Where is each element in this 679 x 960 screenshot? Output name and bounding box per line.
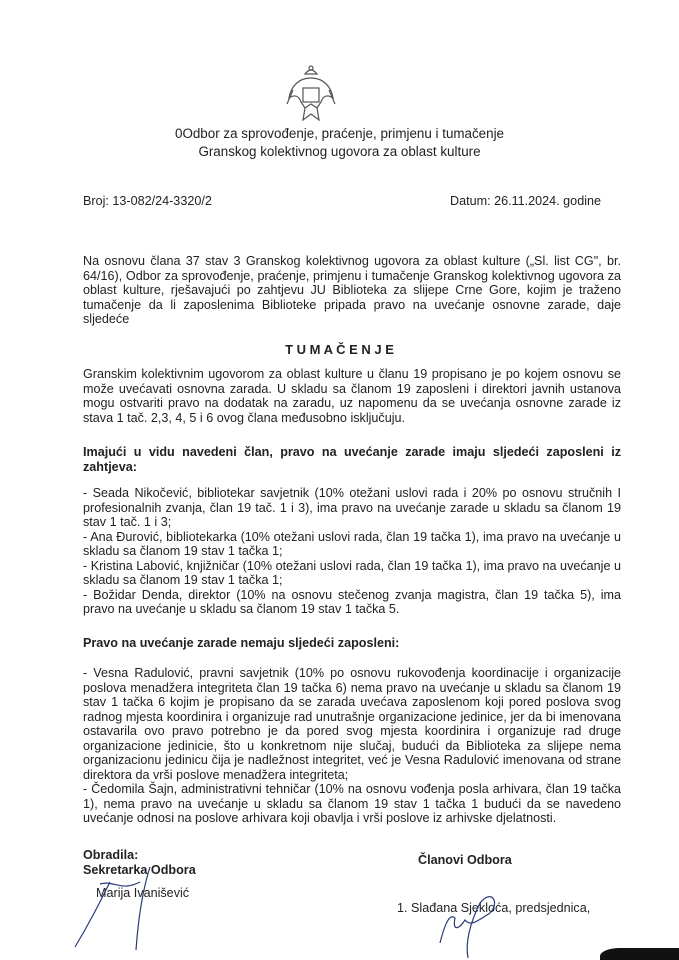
scan-edge-shadow — [600, 948, 679, 960]
list-item: - Božidar Denda, direktor (10% na osnovu stečenog zvanja magistra, član 19 tačka 5), ima pravo na uvećanje u skladu sa članom 19 stav 1 tačka 5. — [83, 587, 621, 616]
entitled-list — [83, 486, 621, 617]
signature-president — [420, 888, 530, 960]
list-item: - Kristina Labović, knjižničar (10% otežani uslovi rada, član 19 tačka 1), ima pravo na uvećanje u skladu sa članom 19 stav 1 tačka 1; — [83, 558, 621, 587]
not-entitled-heading: Pravo na uvećanje zarade nemaju sljedeći zaposleni: — [83, 636, 400, 650]
list-item: - Čedomila Šajn, administrativni tehničar (10% na osnovu vođenja posla arhivara, član 19 tačka 1), nema pravo na uvećanje u skladu sa članom 19 stav 1 tačka 1 budući da se navedeno uvećanje odnosi na poslove arhivara koji obavlja i vrši poslove iz arhivske djelatnosti. — [83, 782, 621, 825]
intro-paragraph: Na osnovu člana 37 stav 3 Granskog kolektivnog ugovora za oblast kulture („Sl. list CG", br. 64/16), Odbor za sprovođenje, praćenje, primjenu i tumačenje Granskog kolektivnog ugovora za oblast kulture, rješavajući po zahtjevu JU Biblioteka za slijepe Crne Gore, kojim je traženo tumačenje da li zaposlenima Biblioteke pripada pravo na uvećanje osnovne zarade, daje sljedeće — [83, 254, 621, 326]
committee-name-line2: Granskog kolektivnog ugovora za oblast kulture — [198, 144, 481, 159]
interpretation-paragraph: Granskim kolektivnim ugovorom za oblast kulture u članu 19 propisano je po kojem osnovu se može uvećavati osnovna zarada. U skladu sa članom 19 zaposleni i direktori javnih ustanova mogu ostvariti pravo na dodatak na zaradu, uz napomenu da se uvećanja osnovne zarade iz stava 1 tač. 2,3, 4, 5 i 6 ovog člana međusobno isključuju. — [83, 367, 621, 425]
entitled-heading: Imajući u vidu navedeni član, pravo na uvećanje zarade imaju sljedeći zaposleni iz zahtjeva: — [83, 445, 621, 474]
document-title: T U M A Č E N J E — [285, 342, 394, 357]
secretary-name: Marija Ivanišević — [96, 886, 190, 900]
committee-name-line1: 0Odbor za sprovođenje, praćenje, primjenu i tumačenje — [175, 126, 504, 141]
prepared-by-label: Obradila: — [83, 848, 139, 862]
list-item: - Ana Đurović, bibliotekarka (10% otežani uslovi rada, član 19 tačka 1), ima pravo na uvećanje u skladu sa članom 19 stav 1 tačka 1; — [83, 529, 621, 558]
list-item: - Vesna Radulović, pravni savjetnik (10% po osnovu rukovođenja koordinacije i organizacije poslova menadžera integriteta član 19 tačka 6) nema pravo na uvećanje u skladu sa članom 19 stav 1 tačka 6 kojim je propisano da se zarada uvećava zaposlenom koji pored poslova svog radnog mjesta koordinira i organizuje rad unutrašnje organizacione jedinice, jer da bi imenovana ostavarila ovo pravo potrebno je da pored svog mjesta koordinira i organizuje rad druge organizacione jedinicie, što u konkretnom nije slučaj, budući da Biblioteka za slijepe nema organizacionu jedinicu čija je nadležnost integritet, već je Vesna Radulović imenovana od strane direktora da vrši poslove menadžera integriteta; — [83, 666, 621, 782]
coat-of-arms-emblem — [285, 64, 337, 126]
list-item: - Seada Nikočević, bibliotekar savjetnik (10% otežani uslovi rada i 20% po osnovu stručnih I profesionalnih zvanja, član 19 tač. 1 i 3), ima pravo na uvećanje zarade u skladu sa članom 19 stav 1 tač. 1 i 3; — [83, 486, 621, 529]
signature-secretary — [70, 862, 180, 952]
secretary-label: Sekretarka Odbora — [83, 863, 196, 877]
members-label: Članovi Odbora — [418, 853, 512, 867]
document-date: Datum: 26.11.2024. godine — [450, 194, 602, 208]
document-number: Broj: 13-082/24-3320/2 — [83, 194, 212, 208]
not-entitled-list — [83, 666, 621, 826]
member-1: 1. Slađana Sjekloća, predsjednica, — [397, 901, 591, 915]
